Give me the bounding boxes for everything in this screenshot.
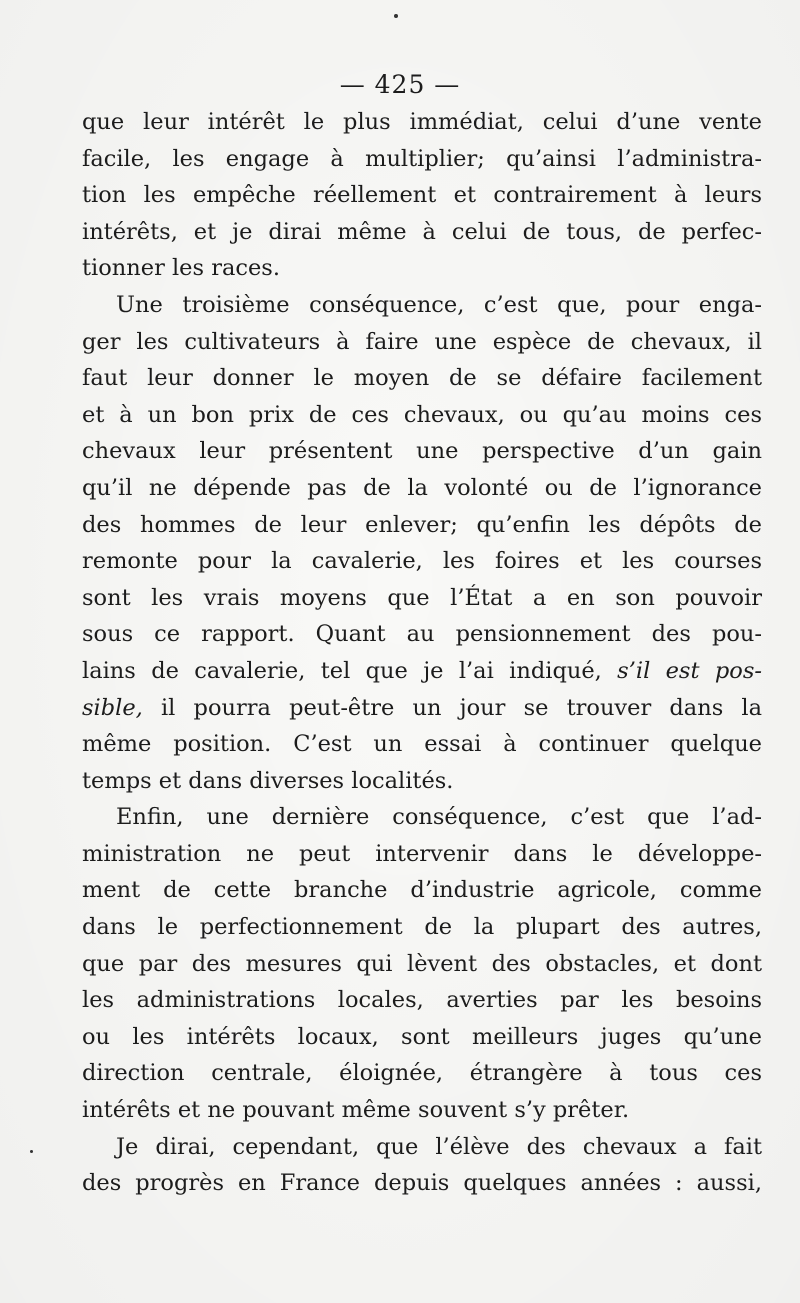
text-line: tionner les races. [82,255,280,282]
page-number: — 425 — [339,70,461,99]
text-line: les administrations locales, averties par les besoins [82,987,762,1014]
text-line: direction centrale, éloignée, étrangère à tous ces [82,1060,762,1087]
text-line: qu’il ne dépende pas de la volonté ou de l’ignorance [82,474,762,501]
text-line: que par des mesures qui lèvent des obstacles, et dont [82,950,762,977]
text-line: Une troisième conséquence, c’est que, pour enga- [116,291,762,318]
text-line: dans le perfectionnement de la plupart des autres, [82,914,762,941]
text-line: sont les vrais moyens que l’État a en son pouvoir [82,584,762,611]
text-line: remonte pour la cavalerie, les foires et les courses [82,548,762,575]
body-text [82,104,762,1202]
text-line: que leur intérêt le plus immédiat, celui d’une vente [82,109,762,135]
paragraph-4 [82,1129,762,1202]
text-line [82,690,762,727]
text-line: ger les cultivateurs à faire une espèce de chevaux, il [82,328,762,355]
text-line: ment de cette branche d’industrie agricole, comme [82,877,762,904]
text-line [82,653,762,690]
ink-speck [394,14,398,18]
paragraph-1 [82,104,762,287]
text-line: et à un bon prix de ces chevaux, ou qu’au moins ces [82,401,762,428]
italic-fragment: sible, [82,694,143,721]
text-line: tion les empêche réellement et contrairement à leurs [82,182,762,209]
text-line: des hommes de leur enlever; qu’enfin les dépôts de [82,511,762,538]
text-fragment: lains de cavalerie, tel que je l’ai indiqué, [82,657,602,684]
text-line: sous ce rapport. Quant au pensionnement des pou- [82,621,762,648]
text-line: des progrès en France depuis quelques années : aussi, [82,1170,762,1197]
ink-speck [30,1150,33,1153]
text-line: faut leur donner le moyen de se défaire facilement [82,365,762,392]
text-line: chevaux leur présentent une perspective d’un gain [82,438,762,465]
text-line: intérêts, et je dirai même à celui de tous, de perfec- [82,218,762,245]
text-line: ministration ne peut intervenir dans le développe- [82,840,762,867]
text-line: Je dirai, cependant, que l’élève des chevaux a fait [116,1133,762,1160]
italic-fragment: s’il est pos- [617,657,762,684]
text-line: Enfin, une dernière conséquence, c’est que l’ad- [116,804,762,831]
text-line: temps et dans diverses localités. [82,767,454,794]
text-line: intérêts et ne pouvant même souvent s’y prêter. [82,1097,630,1124]
text-line: même position. C’est un essai à continuer quelque [82,731,762,758]
paragraph-3 [82,799,762,1128]
text-fragment: il pourra peut-être un jour se trouver dans la [160,694,763,721]
text-line: facile, les engage à multiplier; qu’ainsi l’administra- [82,145,762,172]
paragraph-2 [82,287,762,799]
text-line: ou les intérêts locaux, sont meilleurs juges qu’une [82,1023,762,1050]
